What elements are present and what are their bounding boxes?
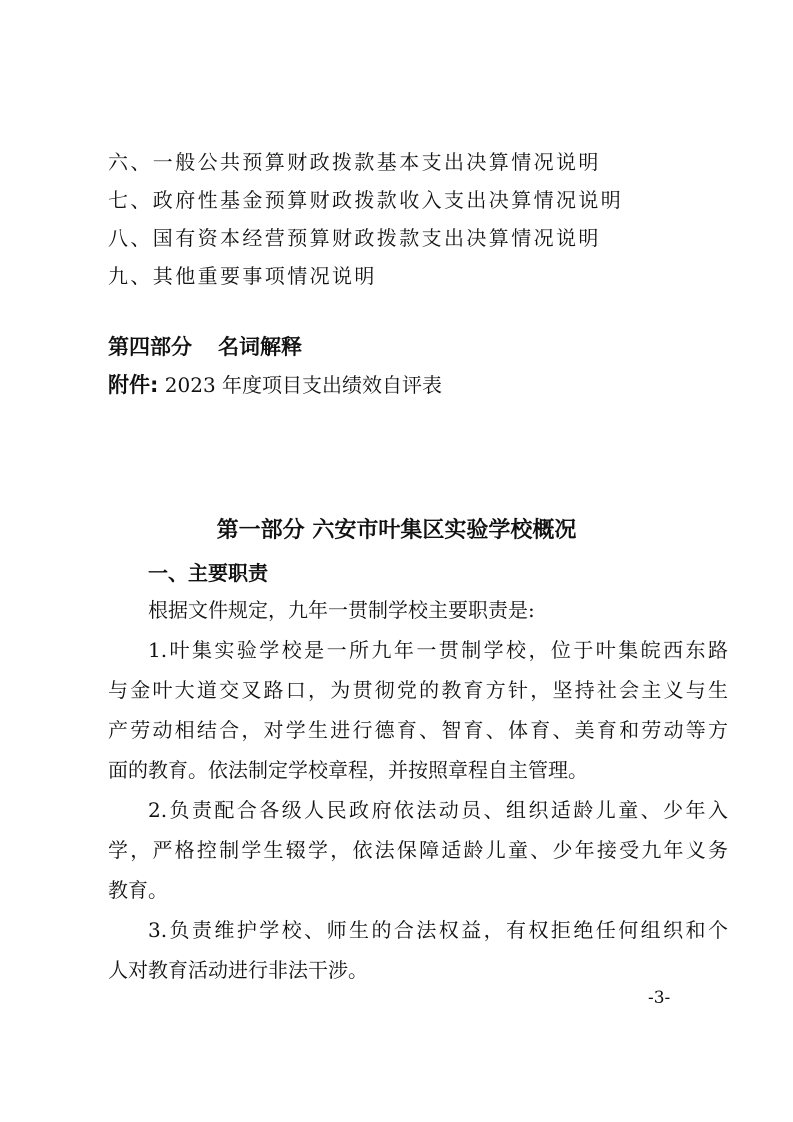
part1-title: 第一部分 六安市叶集区实验学校概况: [216, 518, 577, 543]
item1-line-4: 面的教育。依法制定学校章程，并按照章程自主管理。: [108, 758, 588, 782]
toc-item-7: 七、政府性基金预算财政拨款收入支出决算情况说明: [108, 188, 624, 212]
part4-heading: [108, 333, 302, 361]
section-heading-main-duties: 一、主要职责: [148, 561, 268, 585]
item3-line-1: 3.负责维护学校、师生的合法权益，有权拒绝任何组织和个: [148, 918, 728, 942]
page-number: -3-: [648, 988, 671, 1008]
item3-line-2: 人对教育活动进行非法干涉。: [108, 958, 368, 982]
part4-title: 名词解释: [218, 335, 302, 359]
appendix-line: [108, 371, 442, 399]
item2-line-1: 2.负责配合各级人民政府依法动员、组织适龄儿童、少年入: [148, 798, 728, 822]
item2-line-2: 学，严格控制学生辍学，依法保障适龄儿童、少年接受九年义务: [108, 838, 728, 862]
item1-line-1: 1.叶集实验学校是一所九年一贯制学校，位于叶集皖西东路: [148, 638, 728, 662]
item1-line-2: 与金叶大道交叉路口，为贯彻党的教育方针，坚持社会主义与生: [108, 678, 728, 702]
toc-item-8: 八、国有资本经营预算财政拨款支出决算情况说明: [108, 226, 601, 250]
appendix-text: 2023 年度项目支出绩效自评表: [164, 373, 443, 397]
toc-item-6: 六、一般公共预算财政拨款基本支出决算情况说明: [108, 150, 601, 174]
intro-paragraph: 根据文件规定，九年一贯制学校主要职责是:: [148, 598, 535, 622]
part4-label: 第四部分: [108, 335, 192, 359]
appendix-label: 附件:: [108, 373, 159, 397]
item2-line-3: 教育。: [108, 878, 168, 902]
item1-line-3: 产劳动相结合，对学生进行德育、智育、体育、美育和劳动等方: [108, 718, 728, 742]
toc-item-9: 九、其他重要事项情况说明: [108, 264, 377, 288]
